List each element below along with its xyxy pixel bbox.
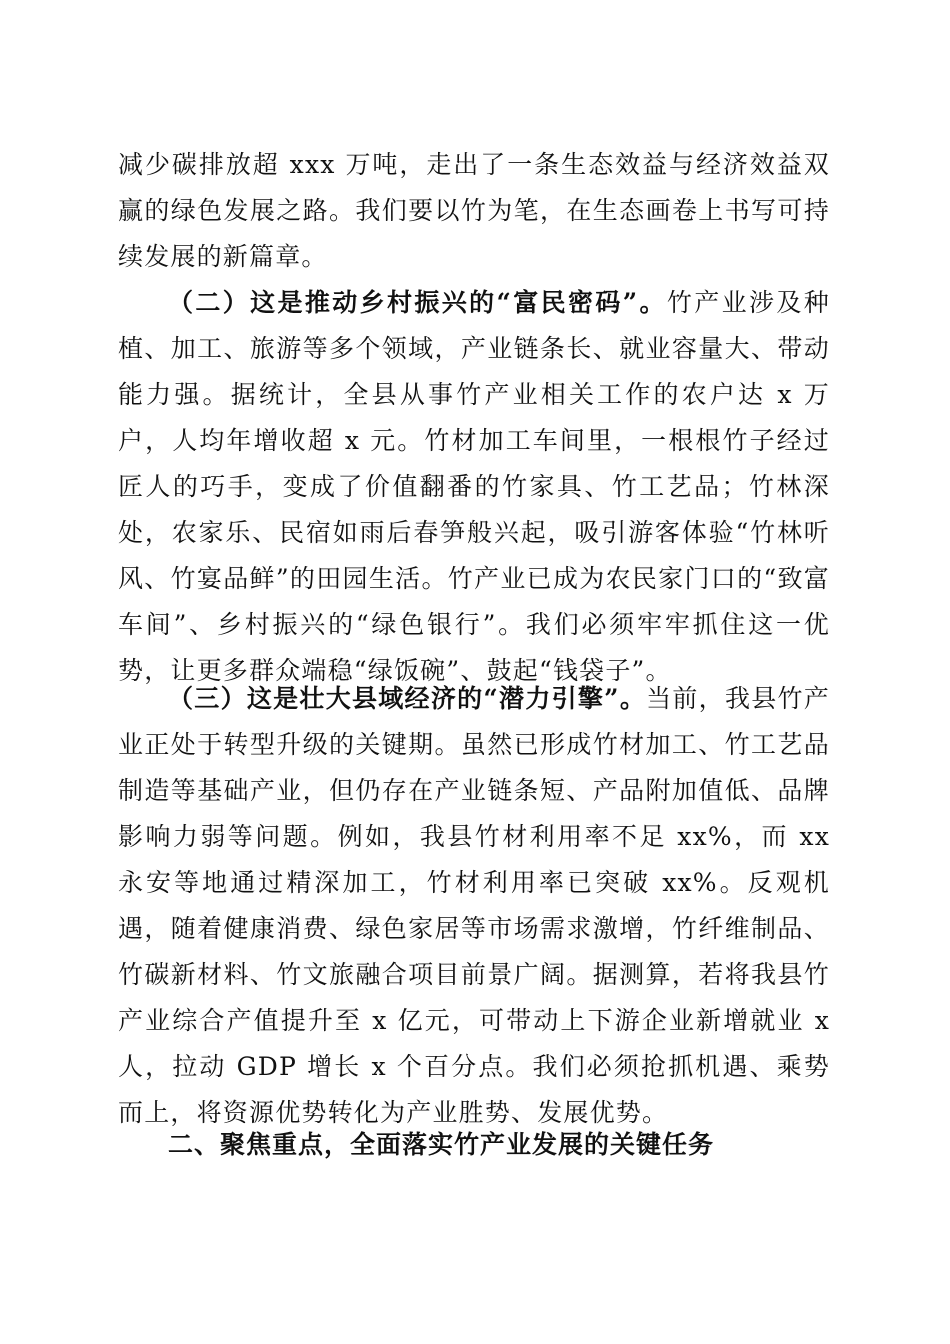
paragraph-2 xyxy=(118,280,830,694)
paragraph-1-text: 减少碳排放超 xxx 万吨，走出了一条生态效益与经济效益双赢的绿色发展之路。我们要以竹为笔，在生态画卷上书写可持续发展的新篇章。 xyxy=(118,150,830,271)
paragraph-2-heading: （二）这是推动乡村振兴的“富民密码”。 xyxy=(168,288,667,317)
paragraph-3 xyxy=(118,676,830,1136)
paragraph-3-text: 当前，我县竹产业正处于转型升级的关键期。虽然已形成竹材加工、竹工艺品制造等基础产业，但仍存在产业链条短、产品附加值低、品牌影响力弱等问题。例如，我县竹材利用率不足 xx%，而 xx 永安等地通过精深加工，竹材利用率已突破 xx%。反观机遇，随着健康消费、绿色家居等市场需求激增，竹纤维制品、竹碳新材料、竹文旅融合项目前景广阔。据测算，若将我县竹产业综合产值提升至 x 亿元，可带动上下游企业新增就业 x 人，拉动 GDP 增长 x 个百分点。我们必须抢抓机遇、乘势而上，将资源优势转化为产业胜势、发展优势。 xyxy=(118,684,830,1127)
paragraph-1 xyxy=(118,142,830,280)
section-heading: 二、聚焦重点，全面落实竹产业发展的关键任务 xyxy=(168,1130,715,1159)
paragraph-3-heading: （三）这是壮大县域经济的“潜力引擎”。 xyxy=(168,684,647,713)
paragraph-2-text: 竹产业涉及种植、加工、旅游等多个领域，产业链条长、就业容量大、带动能力强。据统计，全县从事竹产业相关工作的农户达 x 万户，人均年增收超 x 元。竹材加工车间里，一根根竹子经过匠人的巧手，变成了价值翻番的竹家具、竹工艺品；竹林深处，农家乐、民宿如雨后春笋般兴起，吸引游客体验“竹林听风、竹宴品鲜”的田园生活。竹产业已成为农民家门口的“致富车间”、乡村振兴的“绿色银行”。我们必须牢牢抓住这一优势，让更多群众端稳“绿饭碗”、鼓起“钱袋子”。 xyxy=(118,288,831,685)
